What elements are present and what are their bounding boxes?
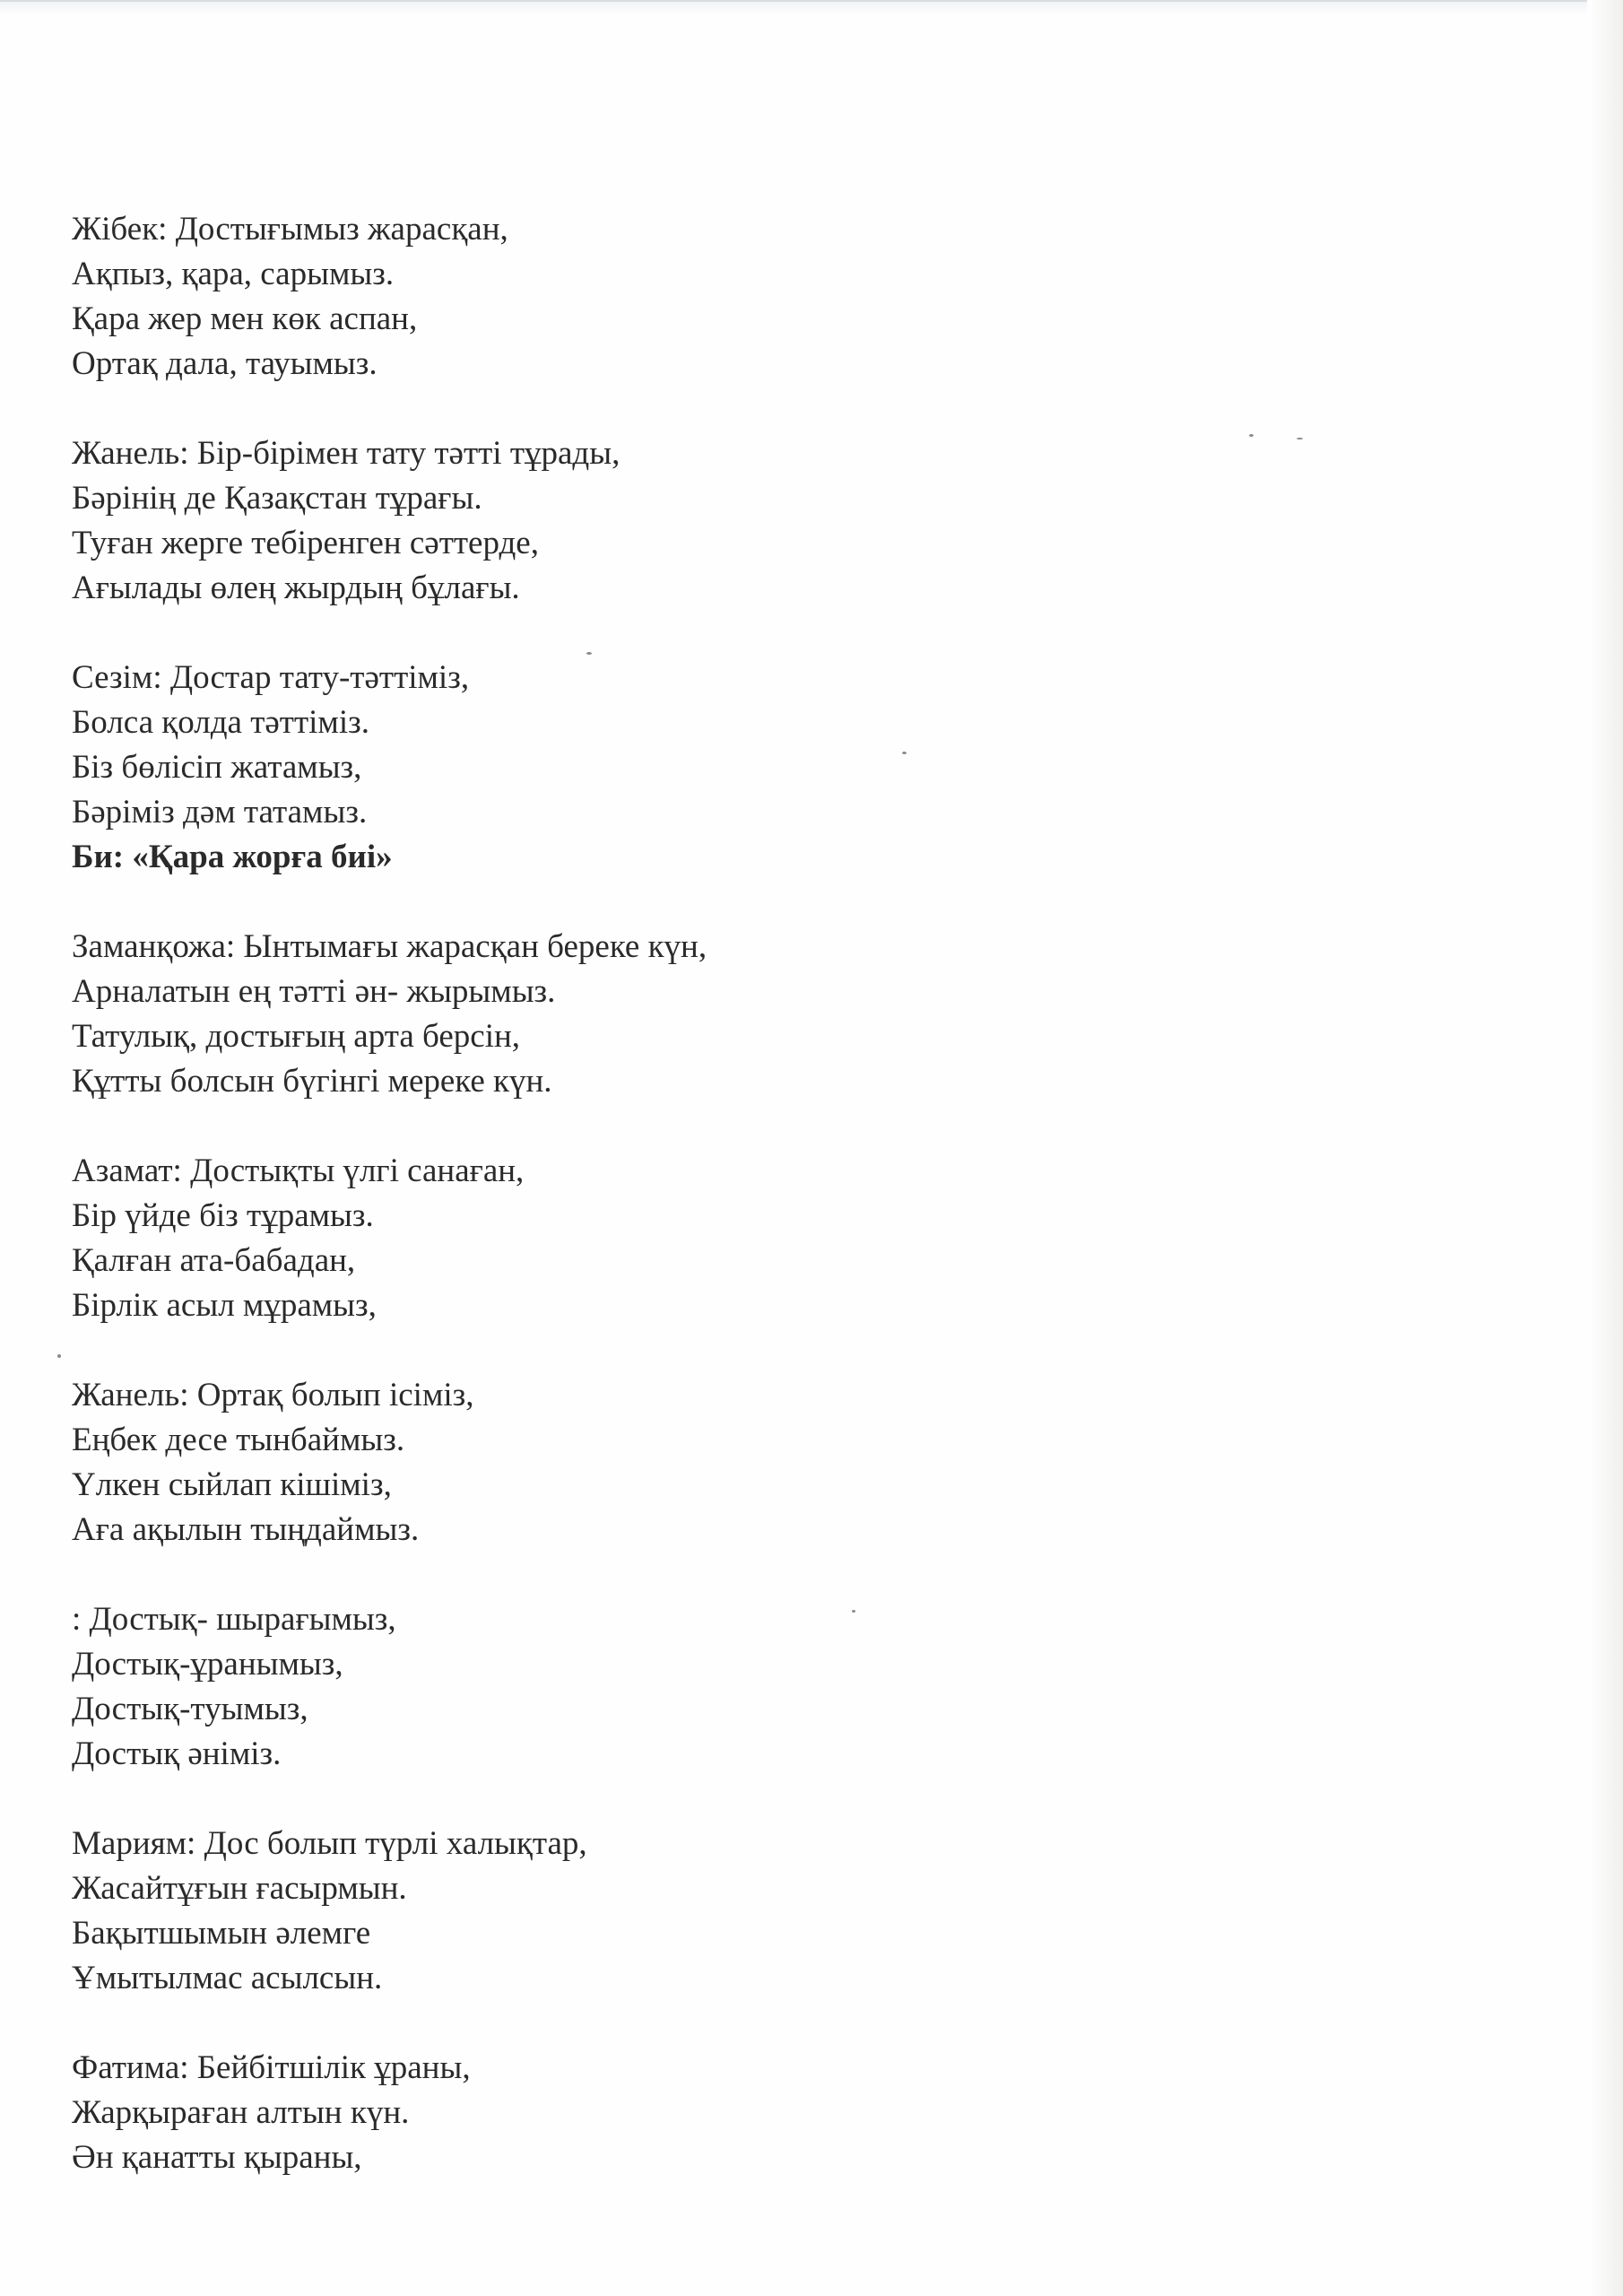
verse-line: Ағылады өлең жырдың бұлағы. bbox=[72, 570, 520, 606]
verse-line: Жанель: Ортақ болып ісіміз, bbox=[72, 1377, 474, 1413]
scan-speck bbox=[57, 1354, 61, 1358]
verse-line: Туған жерге тебіренген сәттерде, bbox=[72, 525, 539, 561]
verse-line: Болса қолда тәттіміз. bbox=[72, 704, 369, 741]
verse-line: Аға ақылын тыңдаймыз. bbox=[72, 1511, 420, 1548]
verse-line: Бақытшымын әлемге bbox=[72, 1915, 371, 1952]
verse-line: Достық әніміз. bbox=[72, 1735, 282, 1772]
stage-direction-dance: Би: «Қара жорға биі» bbox=[72, 839, 393, 875]
verse-line: Фатима: Бейбітшілік ұраны, bbox=[72, 2049, 471, 2086]
verse-line: Жарқыраған алтын күн. bbox=[72, 2094, 410, 2131]
stanza-8 bbox=[72, 1822, 1417, 2001]
verse-line: Жанель: Бір-бірімен тату тәтті тұрады, bbox=[72, 435, 621, 472]
stanza-2 bbox=[72, 431, 1417, 611]
verse-line: Құтты болсын бүгінгі мереке күн. bbox=[72, 1063, 552, 1100]
verse-line: Сезім: Достар тату-тәттіміз, bbox=[72, 659, 470, 696]
verse-line: Жібек: Достығымыз жарасқан, bbox=[72, 211, 508, 248]
stanza-3 bbox=[72, 656, 1417, 880]
stanza-6 bbox=[72, 1373, 1417, 1552]
stanza-9 bbox=[72, 2046, 1417, 2180]
verse-line: Ақпыз, қара, сарымыз. bbox=[72, 256, 395, 292]
verse-line: Азамат: Достықты үлгі санаған, bbox=[72, 1152, 525, 1189]
scan-top-edge bbox=[0, 0, 1623, 16]
verse-line: Бірлік асыл мұрамыз, bbox=[72, 1287, 377, 1324]
verse-line: Ән қанатты қыраны, bbox=[72, 2139, 362, 2176]
verse-line: Біз бөлісіп жатамыз, bbox=[72, 749, 362, 786]
verse-line: Достық-туымыз, bbox=[72, 1691, 308, 1727]
verse-line: Бәріміз дәм татамыз. bbox=[72, 794, 368, 831]
verse-line: Еңбек десе тынбаймыз. bbox=[72, 1422, 405, 1458]
verse-line: Ұмытылмас асылсын. bbox=[72, 1960, 383, 1996]
verse-line: Бір үйде біз тұрамыз. bbox=[72, 1197, 374, 1234]
stanza-4 bbox=[72, 925, 1417, 1104]
verse-line: Арналатын ең тәтті ән- жырымыз. bbox=[72, 973, 556, 1010]
stanza-1 bbox=[72, 207, 1417, 387]
poem-text bbox=[72, 207, 1417, 2180]
verse-line: Мариям: Дос болып түрлі халықтар, bbox=[72, 1825, 587, 1862]
stanza-5 bbox=[72, 1149, 1417, 1328]
verse-line: : Достық- шырағымыз, bbox=[72, 1601, 396, 1638]
verse-line: Заманқожа: Ынтымағы жарасқан береке күн, bbox=[72, 928, 707, 965]
verse-line: Ортақ дала, тауымыз. bbox=[72, 345, 378, 382]
stanza-7 bbox=[72, 1597, 1417, 1777]
verse-line: Қара жер мен көк аспан, bbox=[72, 300, 418, 337]
verse-line: Бәрінің де Қазақстан тұрағы. bbox=[72, 480, 482, 517]
verse-line: Үлкен сыйлап кішіміз, bbox=[72, 1466, 392, 1503]
verse-line: Достық-ұранымыз, bbox=[72, 1646, 343, 1683]
verse-line: Татулық, достығың арта берсін, bbox=[72, 1018, 521, 1055]
verse-line: Қалған ата-бабадан, bbox=[72, 1242, 356, 1279]
verse-line: Жасайтұғын ғасырмын. bbox=[72, 1870, 407, 1907]
scan-right-edge bbox=[1587, 0, 1623, 2296]
